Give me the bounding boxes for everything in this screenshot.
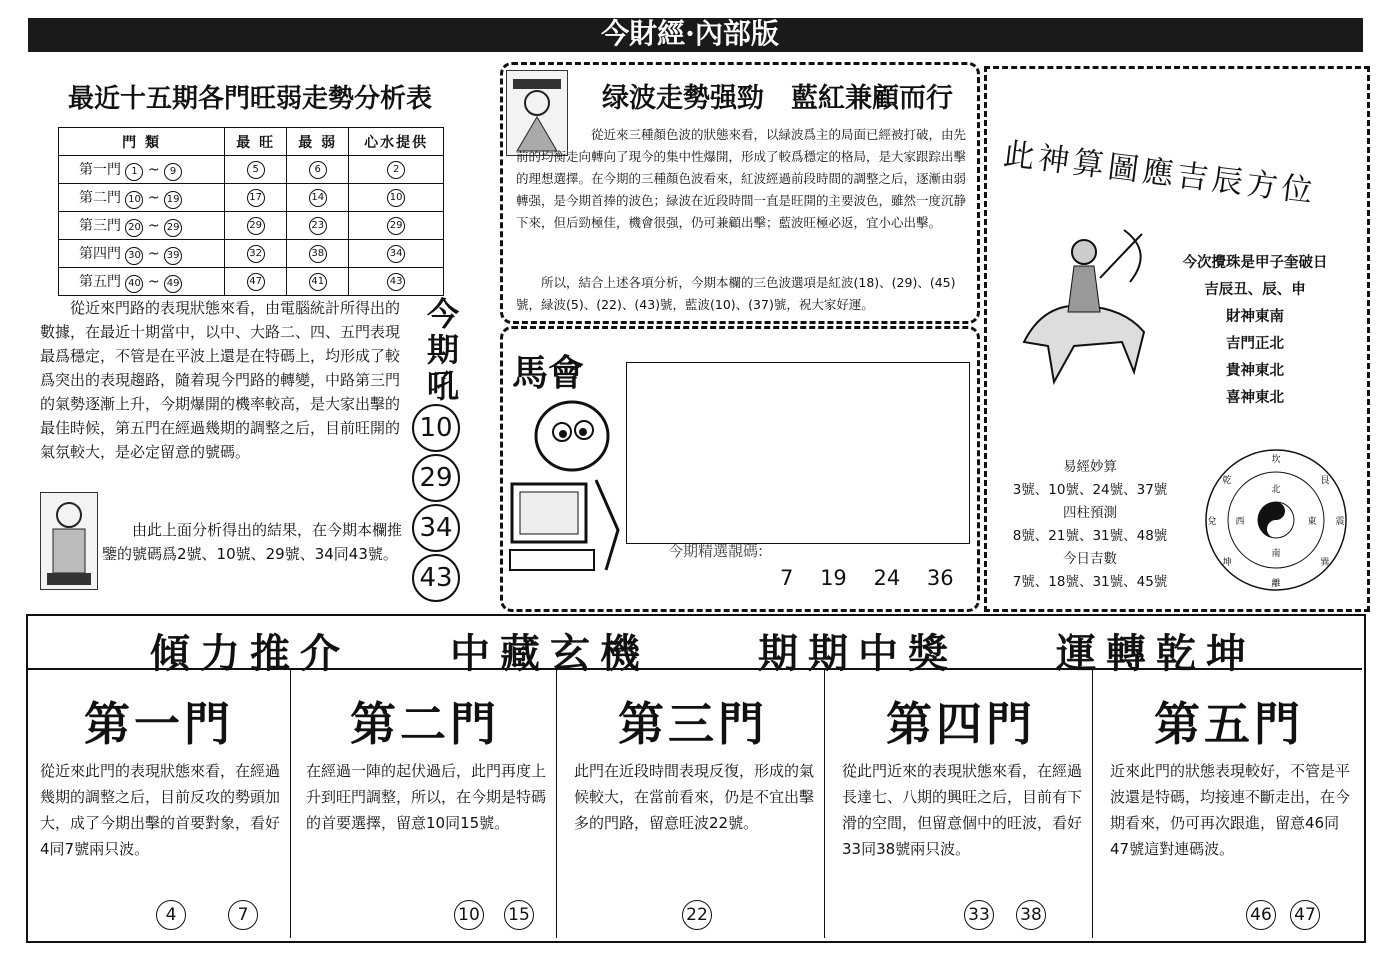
cartoon-computer-illustration: [506, 380, 626, 580]
selection-numbers: [780, 566, 974, 590]
yijing-value: 7號、18號、31號、45號: [1012, 574, 1168, 590]
bagua-direction-label: 南: [1271, 549, 1281, 559]
yijing-label: 易經妙算: [1063, 459, 1117, 475]
table-row: [59, 212, 444, 240]
tip-value: 10: [387, 189, 405, 207]
door-column-title: 第二門: [350, 697, 500, 751]
range-separator: ~: [147, 189, 160, 206]
yijing-label: 今日吉數: [1063, 551, 1117, 567]
range-separator: ~: [147, 161, 160, 178]
range-to: 29: [164, 219, 182, 237]
slogan: 期期中獎: [758, 630, 958, 677]
min-value: 14: [309, 189, 327, 207]
hidden-content-panel: [626, 362, 970, 544]
fortune-list-item: 吉辰丑、辰、申: [1204, 282, 1306, 298]
tip-value: 34: [387, 245, 405, 263]
slogan: 中藏玄機: [450, 630, 650, 677]
roar-number: 29: [412, 454, 460, 502]
horse-club-title: 馬會: [512, 352, 585, 394]
bagua-outer-label: 離: [1271, 579, 1281, 589]
yijing-value: 8號、21號、31號、48號: [1012, 528, 1168, 544]
door-analysis-paragraph: 從近來門路的表現狀態來看，由電腦統計所得出的數據，在最近十期當中，以中、大路二、四、五門表現最爲穩定，不管是在平波上還是在特碼上，均形成了較爲突出的表現趨路，隨着現今門路的轉變，中路第三門的氣勢逐漸上升，今期爆開的機率較高，是大家出擊的最佳時候，第五門在經過幾期的調整之后，目前旺開的氣氛較大，是必定留意的號碼。: [40, 299, 401, 461]
table-row: [59, 184, 444, 212]
figure-illustration: [40, 492, 98, 590]
min-value: 38: [309, 245, 327, 263]
roar-number: 10: [412, 404, 460, 452]
door-column-title: 第四門: [886, 697, 1036, 751]
range-to: 49: [164, 275, 182, 293]
range-from: 30: [125, 247, 143, 265]
bagua-direction-label: 西: [1235, 517, 1245, 527]
selection-number: 7: [780, 566, 794, 590]
slogan: 傾力推介: [150, 630, 350, 677]
door-number: 15: [504, 900, 534, 930]
bagua-outer-label: 兌: [1207, 517, 1217, 527]
door-column-title: 第五門: [1154, 697, 1304, 751]
door-number: 7: [228, 900, 258, 930]
table-header-row: [59, 128, 444, 156]
door-label: 第三門: [79, 217, 121, 234]
table-row: [59, 240, 444, 268]
range-to: 39: [164, 247, 182, 265]
selection-number: 19: [820, 566, 847, 590]
door-column-text: 此門在近段時間表現反復，形成的氣候較大，在當前看來，仍是不宜出擊多的門路，留意旺波22號。: [574, 762, 815, 832]
horseman-archer-illustration: [1004, 222, 1164, 390]
max-value: 32: [247, 245, 265, 263]
table-header: 最 旺: [225, 128, 287, 156]
slogan: 運轉乾坤: [1056, 630, 1256, 677]
range-from: 20: [125, 219, 143, 237]
selection-label: 今期精選靚碼:: [668, 542, 764, 560]
header-title: 今財經·內部版: [601, 17, 779, 50]
fortune-list: [1150, 250, 1360, 412]
door-number: 46: [1246, 900, 1276, 930]
color-wave-text: 從近來三種顏色波的狀態來看，以緑波爲主的局面已經被打破，由先前的均衡走向轉向了現今的集中性爆開，形成了較爲穩定的格局，是大家跟踪出擊的理想選擇。在今期的三種顏色波看來，紅波經過前段時間的調整之后，逐漸由弱轉强，是今期首捧的波色；緑波在近段時間一直是旺開的主要波色，雖然一度沉静下來，但后勁極佳，機會很强，仍可兼顧出擊；藍波旺極必返，宜小心出擊。: [516, 127, 967, 230]
table-row: [59, 268, 444, 296]
range-from: 40: [125, 275, 143, 293]
table-header: 心水提供: [349, 128, 444, 156]
bagua-direction-label: 北: [1271, 485, 1281, 495]
roar-number: 34: [412, 504, 460, 552]
color-wave-title: 绿波走勢强勁 藍紅兼顧而行: [602, 83, 953, 114]
tip-value: 43: [387, 273, 405, 291]
door-number: 22: [682, 900, 712, 930]
fortune-list-item: 喜神東北: [1226, 390, 1284, 406]
door-column-title: 第三門: [618, 697, 768, 751]
yijing-label: 四柱預測: [1063, 505, 1117, 521]
door-column-title: 第一門: [84, 697, 234, 751]
door-number: 38: [1016, 900, 1046, 930]
range-to: 9: [164, 163, 182, 181]
bagua-outer-label: 巽: [1320, 558, 1330, 568]
door-column-text: 在經過一陣的起伏過后，此門再度上升到旺門調整，所以，在今期是特碼的首要選擇，留意10同15號。: [306, 762, 547, 832]
bagua-outer-label: 震: [1335, 517, 1345, 527]
door-column-4: [830, 668, 1093, 938]
fortune-title: 此神算圖應吉辰方位: [1001, 136, 1319, 211]
range-from: 1: [125, 163, 143, 181]
yijing-predictions: [990, 456, 1190, 594]
table-header: 最 弱: [287, 128, 349, 156]
color-wave-summary: 所以，結合上述各項分析，今期本欄的三色波選項是紅波(18)、(29)、(45)號，緑波(5)、(22)、(43)號，藍波(10)、(37)號，祝大家好運。: [516, 275, 956, 312]
min-value: 41: [309, 273, 327, 291]
door-number: 10: [454, 900, 484, 930]
fortune-list-item: 今次攪珠是甲子奎破日: [1182, 255, 1328, 271]
door-column-3: [562, 668, 825, 938]
bagua-direction-label: 東: [1307, 517, 1317, 527]
selection-number: 36: [926, 566, 954, 590]
range-separator: ~: [147, 245, 160, 262]
range-separator: ~: [147, 217, 160, 234]
range-from: 10: [125, 191, 143, 209]
yijing-value: 3號、10號、24號、37號: [1012, 482, 1168, 498]
min-value: 6: [309, 161, 327, 179]
door-label: 第一門: [79, 161, 121, 178]
roar-number: 43: [412, 554, 460, 602]
fortune-list-item: 財神東南: [1226, 309, 1284, 325]
bagua-outer-label: 坤: [1222, 558, 1232, 568]
door-number: 33: [964, 900, 994, 930]
bagua-outer-label: 乾: [1222, 476, 1232, 486]
analysis-table-title: 最近十五期各門旺弱走勢分析表: [67, 84, 432, 114]
door-column-text: 從近來此門的表現狀態來看，在經過幾期的調整之后，目前反攻的勢頭加大，成了今期出擊的首要對象，看好4同7號兩只波。: [40, 762, 281, 858]
max-value: 5: [247, 161, 265, 179]
door-analysis-table: [58, 127, 444, 296]
door-column-text: 從此門近來的表現狀態來看，在經過長達七、八期的興旺之后，目前有下滑的空間，但留意個中的旺波，看好33同38號兩只波。: [842, 762, 1083, 858]
tip-value: 29: [387, 217, 405, 235]
tip-value: 2: [387, 161, 405, 179]
bagua-outer-label: 艮: [1320, 476, 1330, 486]
door-number: 4: [156, 900, 186, 930]
roar-vertical-label: 今 期 吼: [426, 295, 459, 405]
selection-number: 24: [873, 566, 901, 590]
table-row: [59, 156, 444, 184]
door-column-5: [1098, 668, 1360, 938]
range-to: 19: [164, 191, 182, 209]
bagua-compass-diagram: [1204, 448, 1348, 592]
max-value: 29: [247, 217, 265, 235]
door-label: 第四門: [79, 245, 121, 262]
door-column-2: [294, 668, 557, 938]
bagua-outer-label: 坎: [1271, 455, 1281, 465]
door-label: 第二門: [79, 189, 121, 206]
door-column-text: 近來此門的狀態表現較好，不管是平波還是特碼，均接連不斷走出，在今期看來，仍可再次跟進，留意46同47號這對連碼波。: [1110, 762, 1351, 858]
range-separator: ~: [147, 273, 160, 290]
door-number: 47: [1290, 900, 1320, 930]
fortune-list-item: 吉門正北: [1226, 336, 1284, 352]
min-value: 23: [309, 217, 327, 235]
max-value: 47: [247, 273, 265, 291]
table-header: 門 類: [59, 128, 225, 156]
fortune-list-item: 貴神東北: [1226, 363, 1284, 379]
door-label: 第五門: [79, 273, 121, 290]
max-value: 17: [247, 189, 265, 207]
door-column-1: [28, 668, 291, 938]
recommendation-paragraph: 由此上面分析得出的結果，在今期本欄推鑒的號碼爲2號、10號、29號、34同43號。: [102, 521, 403, 563]
